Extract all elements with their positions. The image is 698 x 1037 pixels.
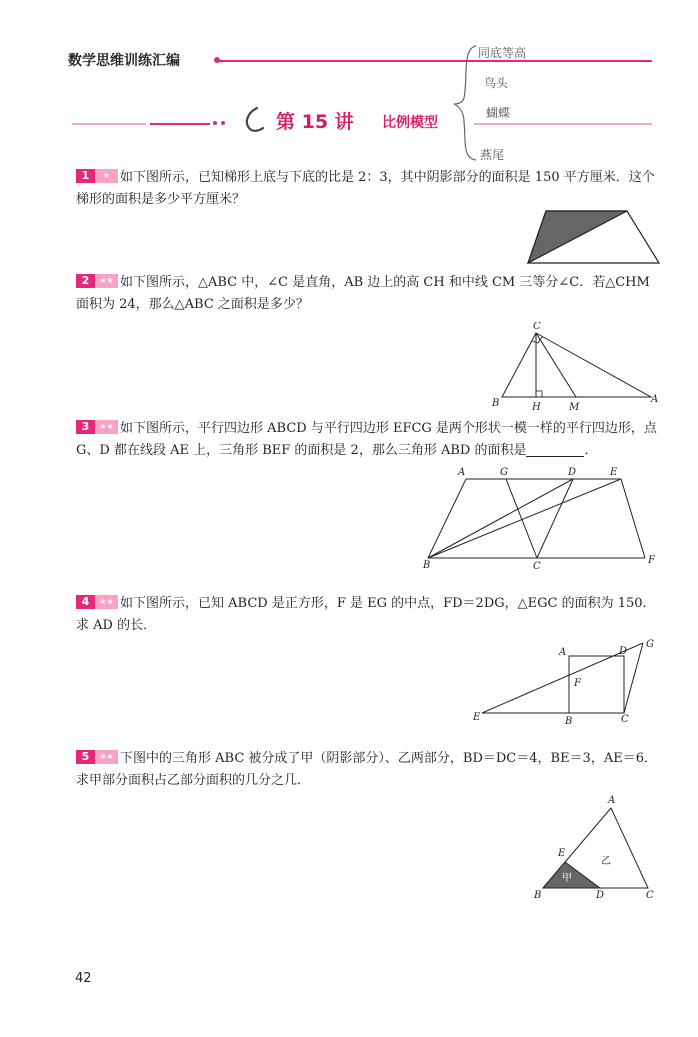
label-e: E bbox=[558, 848, 566, 859]
handwritten-note-4: 燕尾 bbox=[480, 148, 505, 162]
label-e: E bbox=[610, 467, 618, 478]
question-2 bbox=[76, 272, 661, 316]
label-g: G bbox=[500, 467, 508, 478]
label-b: B bbox=[423, 560, 431, 571]
question-number-badge: 2 ★★ bbox=[76, 274, 118, 288]
label-a: A bbox=[559, 647, 567, 658]
label-c: C bbox=[646, 890, 654, 901]
label-jia: 甲 bbox=[562, 873, 572, 884]
header-rule bbox=[218, 60, 652, 62]
difficulty-stars: ★ bbox=[95, 169, 118, 183]
question-text: 如下图所示，已知梯形上底与下底的比是 2：3，其中阴影部分的面积是 150 平方厘米．这个梯形的面积是多少平方厘米？ bbox=[76, 170, 655, 207]
label-b: B bbox=[534, 890, 542, 901]
label-c: C bbox=[621, 714, 629, 725]
figure-5-triangle bbox=[528, 792, 663, 908]
question-text: 下图中的三角形 ABC 被分成了甲（阴影部分）、乙两部分，BD＝DC＝4，BE＝3，AE＝6．求甲部分面积占乙部分面积的几分之几． bbox=[76, 751, 657, 788]
title-rule-right bbox=[474, 123, 652, 125]
label-b: B bbox=[565, 716, 573, 726]
question-1 bbox=[76, 167, 661, 211]
difficulty-stars: ★★ bbox=[95, 274, 118, 288]
page-number: 42 bbox=[75, 971, 92, 986]
label-m: M bbox=[569, 402, 580, 413]
pen-stroke-icon bbox=[241, 105, 267, 137]
difficulty-stars: ★★ bbox=[95, 595, 118, 609]
label-a: A bbox=[608, 795, 616, 806]
label-yi: 乙 bbox=[601, 856, 611, 867]
label-d: D bbox=[568, 467, 577, 478]
handwritten-note-2: 鸟头 bbox=[484, 76, 509, 90]
label-d: D bbox=[596, 890, 605, 901]
question-number-badge: 5 ★★ bbox=[76, 750, 118, 764]
label-d: D bbox=[619, 646, 628, 657]
difficulty-stars: ★★ bbox=[95, 750, 118, 764]
title-dot-1 bbox=[213, 121, 217, 125]
lecture-subtitle: 比例模型 bbox=[382, 115, 438, 131]
question-number-badge: 1 ★ bbox=[76, 169, 118, 183]
label-b: B bbox=[492, 398, 500, 409]
label-a: A bbox=[651, 394, 659, 405]
handwritten-note-1: 同底等高 bbox=[478, 46, 527, 60]
label-f: F bbox=[648, 555, 655, 566]
title-rule-left-thin bbox=[72, 123, 146, 125]
label-c: C bbox=[533, 322, 541, 332]
figure-1-trapezoid bbox=[525, 208, 660, 272]
question-number-badge: 3 ★★ bbox=[76, 420, 118, 434]
title-rule-left bbox=[150, 123, 210, 125]
question-text: 如下图所示，平行四边形 ABCD 与平行四边形 EFCG 是两个形状一模一样的平行四边形，点 G、D 都在线段 AE 上，三角形 BEF 的面积是 2，那么三角形 ABD 的面积是 bbox=[76, 421, 657, 458]
label-c: C bbox=[533, 561, 541, 572]
figure-4-square bbox=[470, 634, 660, 730]
question-3: 3 ★★ 如下图所示，平行四边形 ABCD 与平行四边形 EFCG 是两个形状一模一样的平行四边形，点 G、D 都在线段 AE 上，三角形 BEF 的面积是 2，那么三角形 ABD 的面积是 ． bbox=[76, 420, 657, 458]
label-h: H bbox=[532, 402, 541, 413]
handwritten-note-3: 蝴蝶 bbox=[486, 106, 511, 120]
question-5 bbox=[76, 748, 661, 792]
title-dot-2 bbox=[221, 121, 225, 125]
book-title: 数学思维训练汇编 bbox=[68, 53, 180, 69]
lecture-number: 第 15 讲 bbox=[276, 111, 354, 133]
figure-3-parallelograms bbox=[418, 462, 663, 578]
answer-blank[interactable] bbox=[526, 442, 584, 457]
label-e: E bbox=[473, 712, 481, 723]
label-f: F bbox=[574, 678, 581, 689]
label-a: A bbox=[458, 467, 466, 478]
difficulty-stars: ★★ bbox=[95, 420, 118, 434]
question-text: 如下图所示，已知 ABCD 是正方形，F 是 EG 的中点，FD＝2DG，△EGC 的面积为 150．求 AD 的长． bbox=[76, 596, 656, 633]
question-number-badge: 4 ★★ bbox=[76, 595, 118, 609]
figure-2-right-triangle bbox=[488, 322, 663, 418]
label-g: G bbox=[646, 639, 654, 650]
question-4 bbox=[76, 593, 661, 637]
question-text: 如下图所示，△ABC 中，∠C 是直角，AB 边上的高 CH 和中线 CM 三等分∠C．若△CHM 面积为 24，那么△ABC 之面积是多少？ bbox=[76, 275, 650, 312]
